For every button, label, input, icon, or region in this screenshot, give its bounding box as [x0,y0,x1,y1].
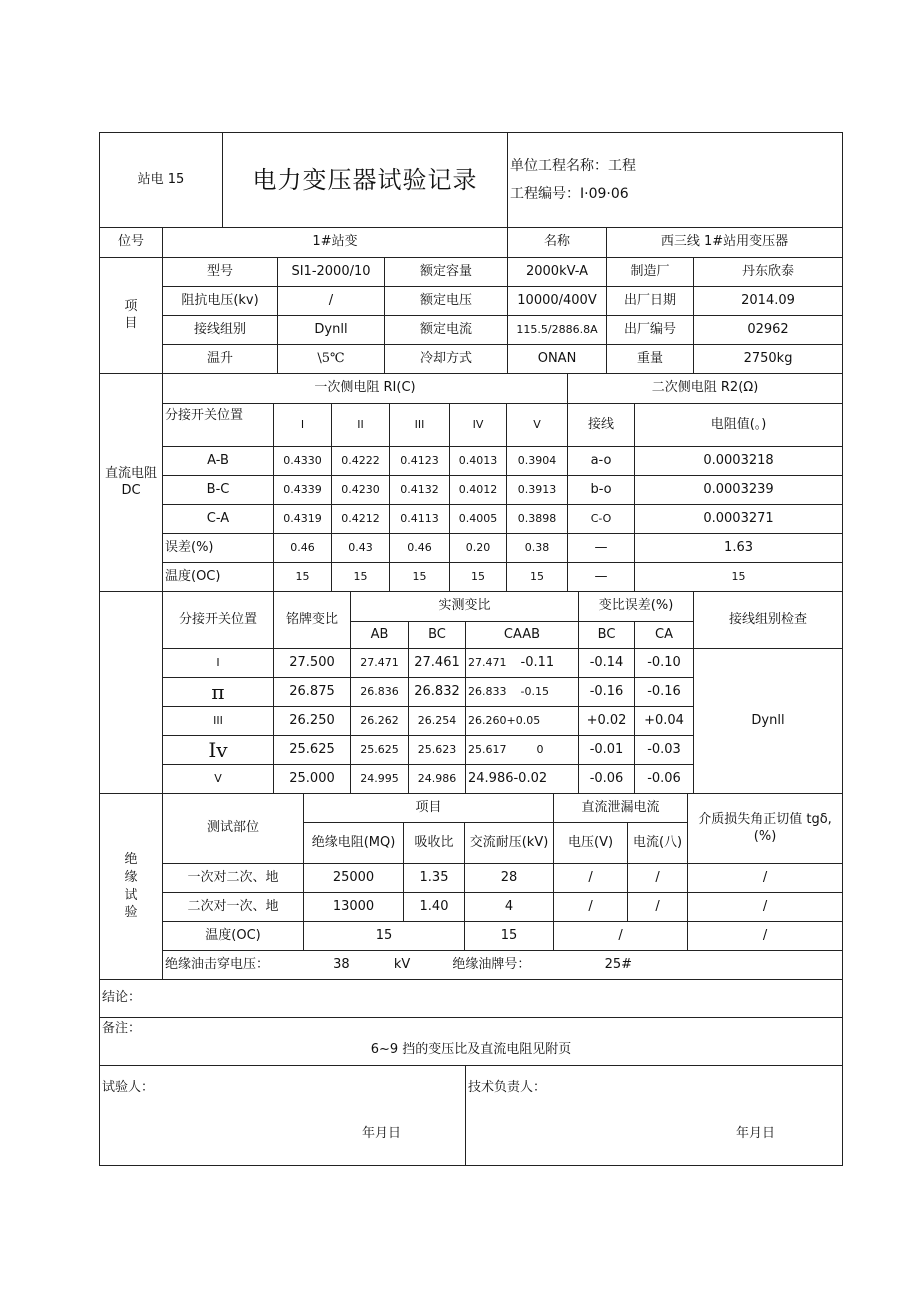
unit-project-name: 单位工程名称：工程 [510,158,636,174]
ratio-tap: π [163,678,274,707]
position-label: 位号 [100,228,163,258]
info-value: \5℃ [278,345,385,374]
ratio-err-ab: -0.15 [520,684,549,698]
nameplate-ratio-label: 铭牌变比 [274,592,351,649]
dc-resistance: 0.0003239 [635,476,843,505]
info-label: 出厂日期 [607,287,694,316]
info-value: ONAN [508,345,607,374]
ratio-bc: 25.623 [409,736,466,765]
tap-header: I [274,404,332,447]
insulation-resistance: 25000 [304,864,404,893]
ratio-caab-cell [466,649,579,678]
ratio-nameplate: 26.875 [274,678,351,707]
group-check-value: Dynll [694,649,843,794]
page-title: 电力变压器试验记录 [223,133,508,228]
ratio-ab: 25.625 [351,736,409,765]
name-value: 西三线 1#站用变压器 [607,228,843,258]
dc-cell: 0.20 [450,534,507,563]
info-label: 重量 [607,345,694,374]
ac-withstand: 4 [465,893,554,922]
ratio-ab: 26.262 [351,707,409,736]
ratio-ab: 27.471 [351,649,409,678]
info-label: 额定电压 [385,287,508,316]
dc-cell: 0.43 [332,534,390,563]
tester-label: 试验人： [102,1080,155,1095]
ratio-caab: 26.833 [468,684,507,698]
ratio-bc: 24.986 [409,765,466,794]
dc-wiring: C-O [568,505,635,534]
footer-table [99,979,843,1166]
tap-header: V [507,404,568,447]
ratio-nameplate: 27.500 [274,649,351,678]
test-record-form [99,132,842,1166]
dc-leak-label: 直流泄漏电流 [554,794,688,823]
leak-voltage: / [554,893,628,922]
conclusion-label: 结论： [100,980,843,1018]
ratio-caab: 25.617 [468,742,507,756]
form-code: 站电 15 [100,133,223,228]
ratio-tap: III [163,707,274,736]
dc-cell: 0.4132 [390,476,450,505]
ratio-nameplate: 25.000 [274,765,351,794]
oil-grade-value: 25# [604,956,632,972]
insulation-temp-resistance: 15 [304,922,465,951]
dc-cell: 0.4222 [332,447,390,476]
ratio-err-ca: -0.16 [635,678,694,707]
tap-header: IV [450,404,507,447]
dc-row-label: B-C [163,476,274,505]
tech-lead-label: 技术负责人： [468,1080,547,1095]
insulation-section-text: 绝缘试验 [124,852,138,921]
absorption-ratio-label: 吸收比 [404,823,465,864]
dc-row-label: 误差(%) [163,534,274,563]
dc-cell: 0.46 [390,534,450,563]
insulation-temp-ac: 15 [465,922,554,951]
ratio-caab-cell [466,765,579,794]
dc-cell: 0.4319 [274,505,332,534]
tech-lead-cell [466,1066,843,1166]
info-value: SI1-2000/10 [278,258,385,287]
dc-resistance: 1.63 [635,534,843,563]
ratio-err-bc: -0.16 [579,678,635,707]
secondary-resistance-header: 二次侧电阻 R2(Ω) [568,374,843,404]
dielectric-loss: / [688,864,843,893]
tap-header: II [332,404,390,447]
project-section-label [100,258,163,374]
col-err-ca: CA [635,622,694,649]
col-caab: CAAB [466,622,579,649]
ratio-err-ca: +0.04 [635,707,694,736]
tech-lead-date: 年月日 [736,1126,776,1141]
ratio-ab: 26.836 [351,678,409,707]
ratio-caab-cell [466,736,579,765]
leak-current: / [628,893,688,922]
project-number: 工程编号：I·09·06 [510,186,629,202]
absorption-ratio: 1.35 [404,864,465,893]
remarks-cell [100,1018,843,1066]
dc-cell: 0.3913 [507,476,568,505]
dc-cell: 15 [507,563,568,592]
insulation-resistance: 13000 [304,893,404,922]
dc-cell: 0.4339 [274,476,332,505]
insulation-temp-tg: / [688,922,843,951]
dc-wiring: b-o [568,476,635,505]
primary-resistance-header: 一次侧电阻 RI(C) [163,374,568,404]
ratio-table [99,591,843,794]
ratio-err-ca: -0.10 [635,649,694,678]
position-value: 1#站变 [163,228,508,258]
insulation-part: 一次对二次、地 [163,864,304,893]
insulation-section-label [100,794,163,980]
dc-cell: 0.3898 [507,505,568,534]
ratio-err-ab: 0 [536,742,544,756]
dc-resistance: 0.0003218 [635,447,843,476]
ac-withstand: 28 [465,864,554,893]
name-label: 名称 [508,228,607,258]
oil-breakdown-value: 38 [333,956,350,972]
dc-row-label: C-A [163,505,274,534]
oil-grade-label: 绝缘油牌号： [452,956,531,972]
dc-row-label: A-B [163,447,274,476]
dc-cell: 0.4212 [332,505,390,534]
insulation-part: 二次对一次、地 [163,893,304,922]
tester-cell [100,1066,466,1166]
dc-cell: 15 [274,563,332,592]
ratio-caab: 26.260+0.05 [468,714,541,728]
ratio-nameplate: 25.625 [274,736,351,765]
ratio-ab: 24.995 [351,765,409,794]
tap-position-label: 分接开关位置 [163,404,274,447]
measured-ratio-label: 实测变比 [351,592,579,622]
dc-cell: 15 [332,563,390,592]
leak-current-label: 电流(八) [628,823,688,864]
col-err-bc: BC [579,622,635,649]
info-label: 阻抗电压(kv) [163,287,278,316]
dc-cell: 0.4005 [450,505,507,534]
ratio-err-ca: -0.03 [635,736,694,765]
ratio-err-bc: +0.02 [579,707,635,736]
info-label: 制造厂 [607,258,694,287]
absorption-ratio: 1.40 [404,893,465,922]
leak-current: / [628,864,688,893]
ratio-tap-label: 分接开关位置 [163,592,274,649]
tester-date: 年月日 [362,1126,402,1141]
dc-resistance: 15 [635,563,843,592]
oil-breakdown-unit: kV [393,956,411,972]
dc-row-label: 温度(OC) [163,563,274,592]
dc-cell: 0.38 [507,534,568,563]
ratio-tap: V [163,765,274,794]
info-value: 2014.09 [694,287,843,316]
ratio-bc: 27.461 [409,649,466,678]
ratio-caab-cell [466,707,579,736]
ratio-caab: 24.986-0.02 [468,770,548,786]
test-part-label: 测试部位 [163,794,304,864]
wiring-label: 接线 [568,404,635,447]
dc-cell: 0.4230 [332,476,390,505]
info-value: 丹东欣泰 [694,258,843,287]
dc-cell: 0.4013 [450,447,507,476]
ac-withstand-label: 交流耐压(kV) [465,823,554,864]
ratio-bc: 26.832 [409,678,466,707]
info-table [99,227,843,374]
header-info [508,133,843,228]
dc-resistance-table [99,373,843,592]
info-label: 型号 [163,258,278,287]
info-value: Dynll [278,316,385,345]
info-label: 额定电流 [385,316,508,345]
oil-breakdown-label: 绝缘油击穿电压： [165,956,270,972]
info-value: 02962 [694,316,843,345]
dc-cell: 0.3904 [507,447,568,476]
dc-wiring: — [568,563,635,592]
ratio-caab-cell [466,678,579,707]
dc-cell: 0.46 [274,534,332,563]
header-table [99,132,843,228]
info-label: 冷却方式 [385,345,508,374]
ratio-bc: 26.254 [409,707,466,736]
insulation-item-label: 项目 [304,794,554,823]
ratio-caab: 27.471 [468,655,507,669]
ratio-err-ab: -0.11 [520,654,555,670]
col-bc: BC [409,622,466,649]
ratio-tap: Iv [163,736,274,765]
dc-cell: 0.4113 [390,505,450,534]
resistance-value-label: 电阻值(。) [635,404,843,447]
remarks-text: 6~9 挡的变压比及直流电阻见附页 [370,1042,572,1057]
leak-voltage: / [554,864,628,893]
info-value: 2750kg [694,345,843,374]
dc-cell: 0.4123 [390,447,450,476]
insulation-table [99,793,843,980]
ratio-err-bc: -0.06 [579,765,635,794]
insulation-resistance-label: 绝缘电阻(MQ) [304,823,404,864]
ratio-nameplate: 26.250 [274,707,351,736]
leak-voltage-label: 电压(V) [554,823,628,864]
dielectric-loss: / [688,893,843,922]
dielectric-loss-label: 介质损失角正切值 tgδ,(%) [688,794,843,864]
info-value: 115.5/2886.8A [508,316,607,345]
info-label: 温升 [163,345,278,374]
ratio-section-blank [100,592,163,794]
dc-wiring: — [568,534,635,563]
dc-cell: 15 [450,563,507,592]
dc-wiring: a-o [568,447,635,476]
ratio-err-ca: -0.06 [635,765,694,794]
col-ab: AB [351,622,409,649]
info-label: 额定容量 [385,258,508,287]
dc-cell: 0.4330 [274,447,332,476]
insulation-temp-leak: / [554,922,688,951]
dc-cell: 0.4012 [450,476,507,505]
ratio-tap: I [163,649,274,678]
insulation-temp-label: 温度(OC) [163,922,304,951]
info-value: 2000kV-A [508,258,607,287]
info-label: 出厂编号 [607,316,694,345]
project-section-text: 项目 [124,299,138,331]
ratio-err-bc: -0.01 [579,736,635,765]
dc-resistance: 0.0003271 [635,505,843,534]
dc-section-label: 直流电阻 DC [100,374,163,592]
info-value: 10000/400V [508,287,607,316]
dc-cell: 15 [390,563,450,592]
info-value: / [278,287,385,316]
remarks-label: 备注： [102,1021,142,1036]
ratio-error-label: 变比误差(%) [579,592,694,622]
group-check-label: 接线组别检查 [694,592,843,649]
tap-header: III [390,404,450,447]
oil-row [163,951,843,980]
info-label: 接线组别 [163,316,278,345]
ratio-err-bc: -0.14 [579,649,635,678]
